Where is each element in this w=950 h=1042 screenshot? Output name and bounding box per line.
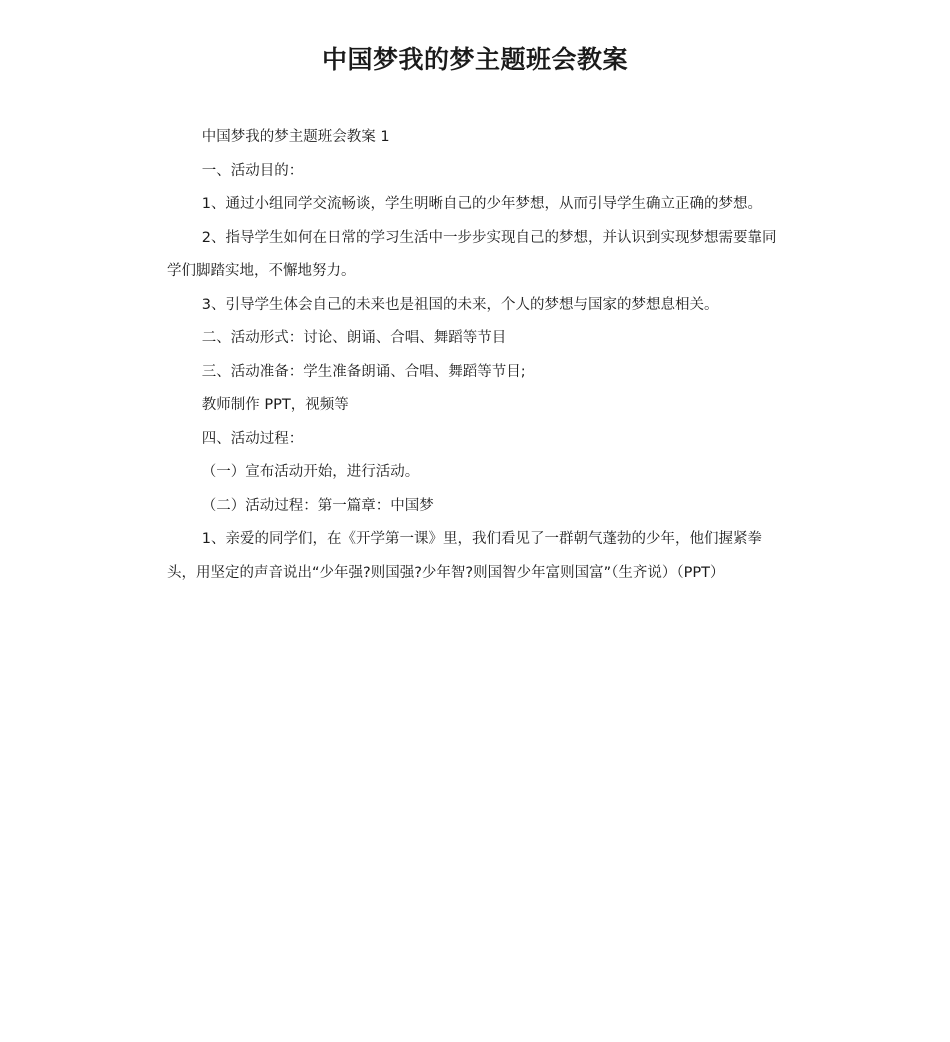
paragraph-chapter-1-item-1: 1、亲爱的同学们，在《开学第一课》里，我们看见了一群朝气蓬勃的少年，他们握紧拳头，用坚定的声音说出“少年强?则国强?少年智?则国智少年富则国富”（生齐说）（PPT）: [167, 531, 763, 581]
paragraph-goal-2: 2、指导学生如何在日常的学习生活中一步步实现自己的梦想，并认识到实现梦想需要靠同学们脚踏实地，不懈地努力。: [167, 229, 777, 279]
paragraph-section-4-heading: 四、活动过程：: [201, 430, 304, 447]
paragraph-step-2: （二）活动过程：第一篇章：中国梦: [201, 497, 434, 514]
paragraph-goal-1: 1、通过小组同学交流畅谈，学生明晰自己的少年梦想，从而引导学生确立正确的梦想。: [201, 196, 763, 212]
paragraph-goal-3: 3、引导学生体会自己的未来也是祖国的未来，个人的梦想与国家的梦想息相关。: [201, 296, 719, 313]
paragraph-section-2: 二、活动形式：讨论、朗诵、合唱、舞蹈等节目: [201, 330, 507, 346]
paragraph-section-3: 三、活动准备：学生准备朗诵、合唱、舞蹈等节目;: [201, 363, 526, 380]
paragraph-section-1-heading: 一、活动目的：: [201, 162, 304, 179]
document-body: [167, 121, 787, 590]
document-title: 中国梦我的梦主题班会教案: [321, 45, 628, 74]
paragraph-step-1: （一）宣布活动开始，进行活动。: [201, 464, 420, 480]
paragraph-teacher-prep: 教师制作 PPT，视频等: [201, 397, 349, 413]
paragraph-subtitle: 中国梦我的梦主题班会教案 1: [201, 129, 390, 145]
